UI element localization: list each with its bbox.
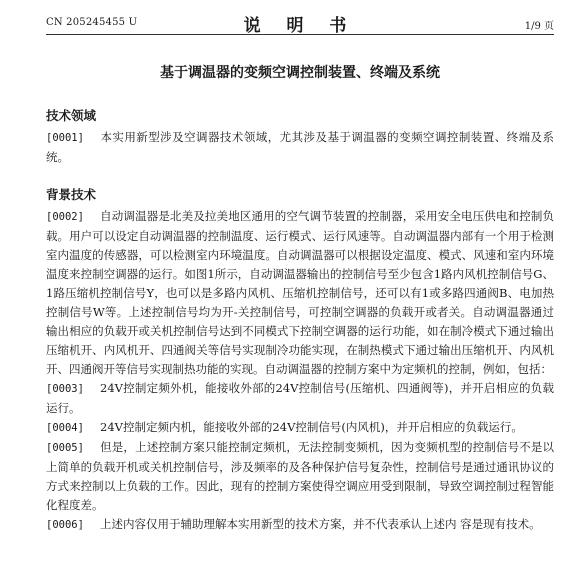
section-heading: 技术领域 xyxy=(46,108,97,123)
paragraph-number: [0003] xyxy=(46,383,84,395)
paragraph-text: 24V控制定频内机，能接收外部的24V控制信号(内风机)，并开启相应的负载运行。 xyxy=(100,420,523,434)
paragraph xyxy=(46,128,554,167)
paragraph-text: 自动调温器是北美及拉美地区通用的空气调节装置的控制器，采用安全电压供电和控制负载。用户可以设定自动调温器的控制温度、运行模式、运行风速等。自动调温器内部有一个用于检测室内温度的传感器，可以检测室内环境温度。自动调温器可以根据设定温度、模式、风速和室内环境温度来控制空调器的运行。如图1所示，自动调温器输出的控制信号至少包含1路内风机控制信号G、1路压缩机控制信号Y，也可以是多路内风机、压缩机控制信号，还可以有1或多路四通阀B、电加热控制信号W等。上述控制信号均为开-关控制信号，可控制空调器的负载开或者关。自动调温器通过输出相应的负载开或关机控制信号达到不同模式下控制空调器的运行功能，如在制冷模式下通过输出压缩机开、内风机开、四通阀关等信号实现制冷功能实现，在制热模式下通过输出压缩机开、内风机开、四通阀开等信号实现制热功能的实现。自动调温器的控制方案中为定频机的控制，例如，包括： xyxy=(46,209,554,376)
paragraph xyxy=(46,515,554,535)
paragraph xyxy=(46,418,554,438)
doc-type: 说 明 书 xyxy=(243,16,357,36)
paragraph-text: 上述内容仅用于辅助理解本实用新型的技术方案，并不代表承认上述内 容是现有技术。 xyxy=(100,517,541,531)
paragraph xyxy=(46,379,554,418)
paragraph-text: 本实用新型涉及空调器技术领域，尤其涉及基于调温器的变频空调控制装置、终端及系统。 xyxy=(46,130,554,164)
page-number: 1/9 页 xyxy=(524,21,554,32)
paragraph-text: 24V控制定频外机，能接收外部的24V控制信号(压缩机、四通阀等)，并开启相应的负载运行。 xyxy=(46,381,554,415)
paragraph-number: [0005] xyxy=(46,442,84,454)
paragraph-text: 但是，上述控制方案只能控制定频机，无法控制变频机，因为变频机型的控制信号不是以上简单的负载开机或关机控制信号，涉及频率的及各种保护信号复杂性，控制信号是通过通讯协议的方式来控制以上负载的工作。因此，现有的控制方案使得空调应用受到限制，导致空调控制过程智能化程度差。 xyxy=(46,440,554,512)
document-body xyxy=(46,62,554,535)
paragraph xyxy=(46,438,554,515)
paragraph-number: [0006] xyxy=(46,519,84,531)
paragraph-number: [0004] xyxy=(46,422,84,434)
page-header xyxy=(46,11,554,36)
document-title: 基于调温器的变频空调控制装置、终端及系统 xyxy=(160,65,440,81)
paragraph-number: [0002] xyxy=(46,211,84,223)
section-heading: 背景技术 xyxy=(46,187,97,202)
paragraph-number: [0001] xyxy=(46,132,84,144)
header-rule xyxy=(46,34,554,35)
doc-number: CN 205245455 U xyxy=(46,17,138,28)
paragraph xyxy=(46,207,554,379)
